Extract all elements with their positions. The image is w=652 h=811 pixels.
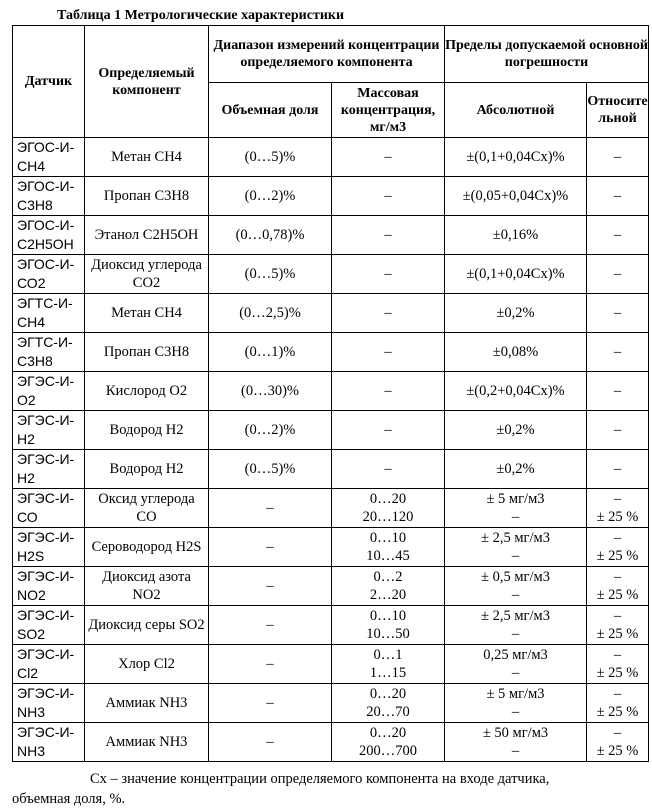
sensor-cell-value: ЭГЭС-И-NН3 [17, 724, 75, 759]
sensor-cell-value: ЭГЭС-И-Н2S [17, 529, 75, 564]
mass-cell-value: – [384, 383, 392, 399]
relative-cell-value: – [613, 569, 622, 585]
absolute-cell [445, 372, 587, 411]
volume-cell-value: (0…5)% [244, 266, 296, 282]
absolute-cell [445, 450, 587, 489]
sensor-cell-value: ЭГОС-И-С2Н5ОН [17, 217, 75, 252]
component-cell [85, 645, 209, 684]
component-cell [85, 489, 209, 528]
relative-cell [587, 723, 649, 762]
mass-cell-value: 0…20 [369, 725, 407, 741]
absolute-cell [445, 138, 587, 177]
sensor-cell [13, 372, 85, 411]
component-cell-value: Пропан С3Н8 [103, 188, 190, 204]
relative-cell [587, 255, 649, 294]
header-relative: Относительной [587, 83, 649, 138]
sensor-cell-value: ЭГТС-И-СН4 [17, 295, 73, 330]
mass-cell [332, 177, 445, 216]
mass-cell-value: 0…2 [373, 569, 403, 585]
mass-cell-value: – [384, 266, 392, 282]
sensor-cell [13, 606, 85, 645]
relative-cell-value: ± 25 % [596, 509, 639, 525]
volume-cell-value: – [266, 500, 274, 516]
mass-cell-value: – [384, 149, 392, 165]
sensor-cell [13, 294, 85, 333]
volume-cell-value: – [266, 695, 274, 711]
table-row [13, 216, 649, 255]
mass-cell-value: – [384, 461, 392, 477]
relative-cell-value: – [613, 608, 622, 624]
sensor-cell-value: ЭГЭС-И-SО2 [17, 607, 75, 642]
table-row [13, 450, 649, 489]
mass-cell-value: 1…15 [369, 665, 407, 681]
relative-cell [587, 645, 649, 684]
volume-cell [209, 177, 332, 216]
absolute-cell [445, 216, 587, 255]
relative-cell-value: – [613, 686, 622, 702]
component-cell-value: Водород Н2 [109, 422, 184, 438]
mass-cell-value: 20…70 [366, 704, 410, 720]
table-body [13, 138, 649, 762]
sensor-cell [13, 411, 85, 450]
volume-cell-value: – [266, 539, 274, 555]
absolute-cell-value: ± 50 мг/м3 [482, 725, 549, 741]
absolute-cell [445, 294, 587, 333]
relative-cell [587, 294, 649, 333]
component-cell [85, 411, 209, 450]
relative-cell-value: ± 25 % [596, 665, 639, 681]
volume-cell-value: – [266, 617, 274, 633]
sensor-cell-value: ЭГЭС-И-Сl2 [17, 646, 75, 681]
mass-cell-value: 2…20 [369, 587, 407, 603]
absolute-cell-value: ±0,2% [496, 422, 535, 438]
footnote-line1: Сх – значение концентрации определяемого компонента на входе датчика, [90, 771, 550, 787]
volume-cell-value: (0…30)% [241, 383, 299, 399]
footnote-line2: объемная доля, %. [12, 791, 126, 807]
absolute-cell-value: – [511, 665, 520, 681]
absolute-cell-value: ±(0,2+0,04Сх)% [466, 383, 565, 399]
absolute-cell [445, 333, 587, 372]
table-row [13, 138, 649, 177]
relative-cell-value: – [613, 344, 622, 360]
component-cell [85, 177, 209, 216]
component-cell-value: Кислород О2 [105, 383, 188, 399]
mass-cell [332, 567, 445, 606]
mass-cell [332, 372, 445, 411]
sensor-cell [13, 645, 85, 684]
component-cell-value: Диоксид углерода СО2 [91, 257, 202, 291]
absolute-cell-value: – [511, 587, 520, 603]
header-component: Определяемый компонент [85, 26, 209, 138]
volume-cell-value: (0…2)% [244, 422, 296, 438]
volume-cell [209, 255, 332, 294]
component-cell-value: Хлор Сl2 [118, 656, 175, 672]
relative-cell-value: – [613, 188, 622, 204]
sensor-cell [13, 333, 85, 372]
volume-cell-value: (0…2)% [244, 188, 296, 204]
mass-cell [332, 333, 445, 372]
absolute-cell-value: ± 5 мг/м3 [486, 686, 545, 702]
sensor-cell-value: ЭГЭС-И-NО2 [17, 568, 75, 603]
absolute-cell-value: ±0,08% [492, 344, 539, 360]
sensor-cell [13, 567, 85, 606]
relative-cell [587, 177, 649, 216]
relative-cell [587, 138, 649, 177]
table-row [13, 177, 649, 216]
sensor-cell-value: ЭГЭС-И-Н2 [17, 451, 75, 486]
absolute-cell-value: ±(0,1+0,04Сх)% [466, 266, 565, 282]
table-row [13, 528, 649, 567]
table-row [13, 723, 649, 762]
sensor-cell-value: ЭГЭС-И-СО [17, 490, 75, 525]
sensor-cell [13, 138, 85, 177]
relative-cell-value: – [613, 647, 622, 663]
header-sensor: Датчик [13, 26, 85, 138]
absolute-cell-value: 0,25 мг/м3 [483, 647, 548, 663]
mass-cell-value: 0…10 [369, 530, 407, 546]
sensor-cell [13, 723, 85, 762]
relative-cell [587, 411, 649, 450]
relative-cell-value: ± 25 % [596, 743, 639, 759]
absolute-cell [445, 255, 587, 294]
volume-cell [209, 723, 332, 762]
absolute-cell [445, 177, 587, 216]
component-cell-value: Пропан С3Н8 [103, 344, 190, 360]
volume-cell-value: (0…1)% [244, 344, 296, 360]
mass-cell [332, 528, 445, 567]
component-cell [85, 450, 209, 489]
relative-cell [587, 606, 649, 645]
component-cell-value: Аммиак NН3 [105, 734, 188, 750]
component-cell-value: Диоксид серы SО2 [88, 617, 205, 633]
absolute-cell-value: – [511, 509, 520, 525]
sensor-cell-value: ЭГОС-И-СН4 [17, 139, 75, 174]
mass-cell-value: 10…50 [366, 626, 410, 642]
absolute-cell [445, 723, 587, 762]
absolute-cell-value: ± 2,5 мг/м3 [481, 530, 550, 546]
component-cell [85, 567, 209, 606]
mass-cell-value: – [384, 422, 392, 438]
table-row [13, 606, 649, 645]
absolute-cell-value: ±(0,05+0,04Сх)% [462, 188, 569, 204]
sensor-cell [13, 177, 85, 216]
relative-cell-value: ± 25 % [596, 626, 639, 642]
relative-cell-value: – [613, 149, 622, 165]
volume-cell [209, 606, 332, 645]
relative-cell-value: – [613, 383, 622, 399]
volume-cell [209, 216, 332, 255]
absolute-cell-value: – [511, 548, 520, 564]
absolute-cell-value: ±0,2% [496, 305, 535, 321]
component-cell [85, 255, 209, 294]
volume-cell-value: – [266, 656, 274, 672]
header-error-group: Пределы допускаемой основной погрешности [445, 26, 649, 83]
volume-cell [209, 684, 332, 723]
relative-cell-value: ± 25 % [596, 548, 639, 564]
mass-cell [332, 216, 445, 255]
volume-cell-value: – [266, 734, 274, 750]
table-row [13, 411, 649, 450]
relative-cell [587, 372, 649, 411]
component-cell-value: Этанол С2Н5ОН [94, 227, 199, 243]
table-row [13, 684, 649, 723]
mass-cell-value: – [384, 305, 392, 321]
component-cell [85, 684, 209, 723]
relative-cell [587, 528, 649, 567]
sensor-cell [13, 489, 85, 528]
relative-cell [587, 567, 649, 606]
relative-cell [587, 216, 649, 255]
volume-cell-value: – [266, 578, 274, 594]
component-cell [85, 216, 209, 255]
absolute-cell-value: ± 0,5 мг/м3 [481, 569, 550, 585]
sensor-cell-value: ЭГОС-И-С3Н8 [17, 178, 75, 213]
mass-cell [332, 606, 445, 645]
mass-cell [332, 138, 445, 177]
relative-cell-value: – [613, 530, 622, 546]
absolute-cell [445, 684, 587, 723]
volume-cell [209, 138, 332, 177]
volume-cell-value: (0…2,5)% [239, 305, 301, 321]
header-range-group: Диапазон измерений концентрации определяемого компонента [209, 26, 445, 83]
mass-cell [332, 294, 445, 333]
absolute-cell [445, 489, 587, 528]
absolute-cell-value: – [511, 704, 520, 720]
volume-cell [209, 411, 332, 450]
absolute-cell-value: ± 5 мг/м3 [486, 491, 545, 507]
sensor-cell-value: ЭГЭС-И-Н2 [17, 412, 75, 447]
mass-cell-value: 0…1 [373, 647, 403, 663]
absolute-cell-value: ±(0,1+0,04Сх)% [466, 149, 565, 165]
component-cell-value: Метан СН4 [111, 305, 182, 321]
table-row [13, 294, 649, 333]
mass-cell-value: – [384, 227, 392, 243]
mass-cell-value: 20…120 [362, 509, 414, 525]
table-row [13, 333, 649, 372]
mass-cell [332, 255, 445, 294]
component-cell-value: Сероводород Н2S [91, 539, 202, 555]
header-absolute: Абсолютной [445, 83, 587, 138]
relative-cell-value: – [613, 266, 622, 282]
absolute-cell [445, 567, 587, 606]
relative-cell [587, 489, 649, 528]
component-cell [85, 528, 209, 567]
absolute-cell [445, 606, 587, 645]
absolute-cell-value: – [511, 743, 520, 759]
relative-cell [587, 684, 649, 723]
sensor-cell-value: ЭГОС-И-СО2 [17, 256, 75, 291]
volume-cell-value: (0…0,78)% [235, 227, 305, 243]
volume-cell-value: (0…5)% [244, 149, 296, 165]
absolute-cell [445, 645, 587, 684]
component-cell [85, 294, 209, 333]
component-cell-value: Диоксид азота NО2 [102, 569, 191, 603]
mass-cell [332, 645, 445, 684]
sensor-cell [13, 216, 85, 255]
table-row [13, 489, 649, 528]
mass-cell-value: 10…45 [366, 548, 410, 564]
sensor-cell-value: ЭГТС-И-С3Н8 [17, 334, 73, 369]
sensor-cell-value: ЭГЭС-И-NН3 [17, 685, 75, 720]
mass-cell [332, 489, 445, 528]
absolute-cell-value: ±0,2% [496, 461, 535, 477]
component-cell [85, 606, 209, 645]
table-caption: Таблица 1 Метрологические характеристики [57, 8, 345, 23]
sensor-cell [13, 255, 85, 294]
relative-cell-value: – [613, 305, 622, 321]
mass-cell-value: – [384, 188, 392, 204]
volume-cell [209, 294, 332, 333]
relative-cell [587, 450, 649, 489]
table-row [13, 372, 649, 411]
volume-cell [209, 489, 332, 528]
mass-cell-value: 0…20 [369, 491, 407, 507]
table-row [13, 567, 649, 606]
table-row [13, 645, 649, 684]
sensor-cell [13, 684, 85, 723]
sensor-cell-value: ЭГЭС-И-О2 [17, 373, 75, 408]
relative-cell-value: – [613, 491, 622, 507]
component-cell-value: Аммиак NН3 [105, 695, 188, 711]
component-cell-value: Метан СН4 [111, 149, 182, 165]
relative-cell-value: – [613, 422, 622, 438]
mass-cell-value: 0…20 [369, 686, 407, 702]
mass-cell-value: 200…700 [359, 743, 417, 759]
sensor-cell [13, 450, 85, 489]
volume-cell [209, 450, 332, 489]
mass-cell [332, 411, 445, 450]
volume-cell [209, 567, 332, 606]
mass-cell-value: – [384, 344, 392, 360]
volume-cell-value: (0…5)% [244, 461, 296, 477]
relative-cell-value: – [613, 725, 622, 741]
component-cell [85, 138, 209, 177]
relative-cell-value: – [613, 227, 622, 243]
absolute-cell [445, 411, 587, 450]
metrology-table [12, 25, 649, 762]
volume-cell [209, 645, 332, 684]
relative-cell-value: – [613, 461, 622, 477]
relative-cell-value: ± 25 % [596, 704, 639, 720]
component-cell-value: Водород Н2 [109, 461, 184, 477]
mass-cell [332, 450, 445, 489]
volume-cell [209, 372, 332, 411]
relative-cell-value: ± 25 % [596, 587, 639, 603]
absolute-cell [445, 528, 587, 567]
mass-cell-value: 0…10 [369, 608, 407, 624]
header-volume: Объемная доля [209, 83, 332, 138]
component-cell [85, 723, 209, 762]
absolute-cell-value: ±0,16% [492, 227, 539, 243]
component-cell [85, 372, 209, 411]
absolute-cell-value: ± 2,5 мг/м3 [481, 608, 550, 624]
header-mass: Массовая концентрация, мг/м3 [332, 83, 445, 138]
component-cell [85, 333, 209, 372]
absolute-cell-value: – [511, 626, 520, 642]
volume-cell [209, 333, 332, 372]
sensor-cell [13, 528, 85, 567]
table-row [13, 255, 649, 294]
mass-cell [332, 723, 445, 762]
mass-cell [332, 684, 445, 723]
component-cell-value: Оксид углерода СО [98, 491, 195, 525]
volume-cell [209, 528, 332, 567]
relative-cell [587, 333, 649, 372]
